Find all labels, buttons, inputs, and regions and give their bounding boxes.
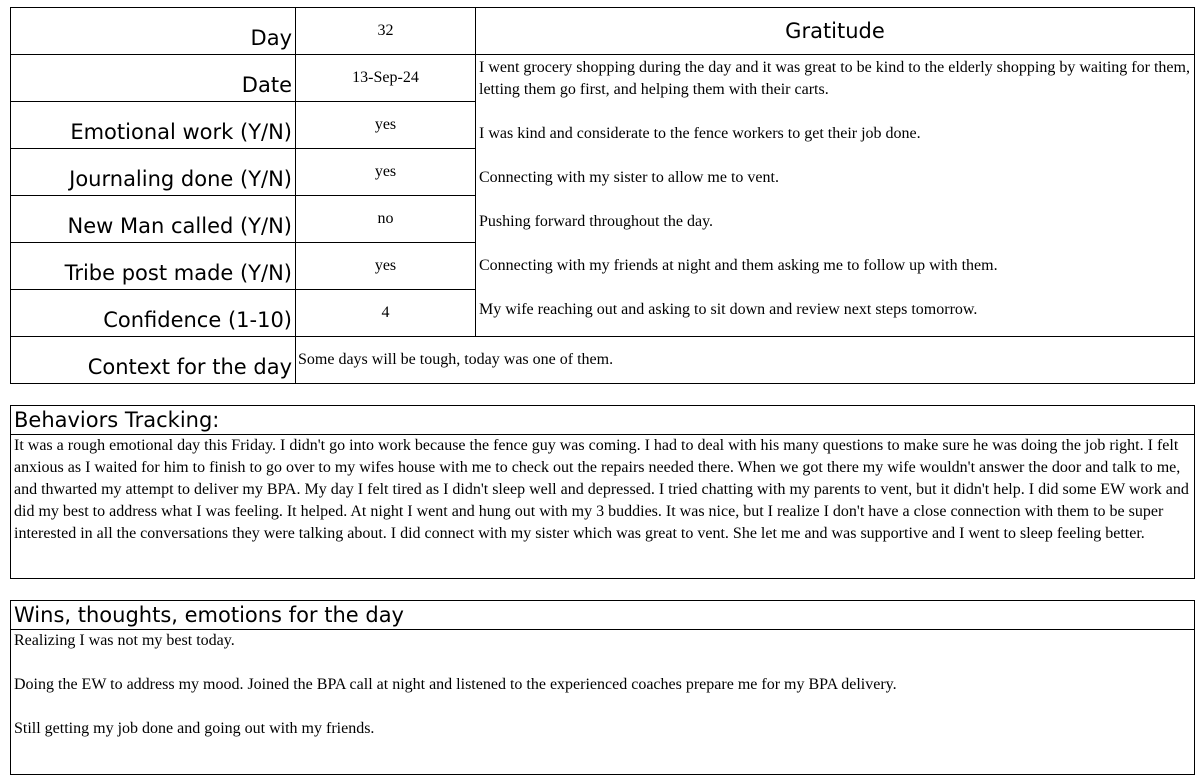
behaviors-text[interactable]: It was a rough emotional day this Friday. I didn't go into work because the fence guy was coming. I had to deal with his many questions to make sure he was doing the job right. I felt anxious as I waited for him to finish to go over to my wifes house with me to check out the repairs needed there. When we got there my wife wouldn't answer the door and talk to me, and thwarted my attempt to deliver my BPA. My day I felt tired as I didn't sleep well and depressed. I tried chatting with my parents to vent, but it didn't help. I did some EW work and did my best to address what I was feeling. It helped. At night I went and hung out with my 3 buddies. It was nice, but I realize I don't have a close connection with them to be super interested in all the conversations they were talking about. I did connect with my sister which was great to vent. She let me and was supportive and I went to sleep feeling better.: [14, 437, 1189, 542]
gratitude-item: Connecting with my sister to allow me to vent.: [479, 169, 779, 186]
gratitude-item: Connecting with my friends at night and them asking me to follow up with them.: [479, 257, 998, 274]
gratitude-item: My wife reaching out and asking to sit down and review next steps tomorrow.: [479, 301, 978, 318]
confidence-label: Confidence (1-10): [11, 290, 296, 337]
behaviors-section: [10, 405, 1195, 579]
win-item: Doing the EW to address my mood. Joined the BPA call at night and listened to the experienced coaches prepare me for my BPA delivery.: [14, 676, 897, 693]
day-label: Day: [11, 8, 296, 55]
wins-section: [10, 600, 1195, 775]
journaling-value[interactable]: yes: [296, 149, 476, 196]
emotional-work-value[interactable]: yes: [296, 102, 476, 149]
date-label: Date: [11, 55, 296, 102]
context-value[interactable]: Some days will be tough, today was one of them.: [296, 337, 1195, 384]
gratitude-list[interactable]: [476, 55, 1195, 337]
tribe-post-label: Tribe post made (Y/N): [11, 243, 296, 290]
date-value[interactable]: 13-Sep-24: [296, 55, 476, 102]
wins-title: Wins, thoughts, emotions for the day: [11, 601, 1194, 630]
behaviors-title: Behaviors Tracking:: [11, 406, 1194, 435]
emotional-work-label: Emotional work (Y/N): [11, 102, 296, 149]
journaling-label: Journaling done (Y/N): [11, 149, 296, 196]
daily-summary-table: [10, 7, 1195, 384]
context-label: Context for the day: [11, 337, 296, 384]
gratitude-item: Pushing forward throughout the day.: [479, 213, 714, 230]
new-man-value[interactable]: no: [296, 196, 476, 243]
win-item: Realizing I was not my best today.: [14, 632, 235, 649]
tribe-post-value[interactable]: yes: [296, 243, 476, 290]
confidence-value[interactable]: 4: [296, 290, 476, 337]
gratitude-item: I went grocery shopping during the day and it was great to be kind to the elderly shopping by waiting for them, letting them go first, and helping them with their carts.: [479, 59, 1190, 98]
new-man-label: New Man called (Y/N): [11, 196, 296, 243]
gratitude-header: Gratitude: [476, 8, 1195, 55]
gratitude-item: I was kind and considerate to the fence workers to get their job done.: [479, 125, 921, 142]
win-item: Still getting my job done and going out with my friends.: [14, 720, 375, 737]
wins-list[interactable]: [11, 630, 1194, 740]
day-value[interactable]: 32: [296, 8, 476, 55]
